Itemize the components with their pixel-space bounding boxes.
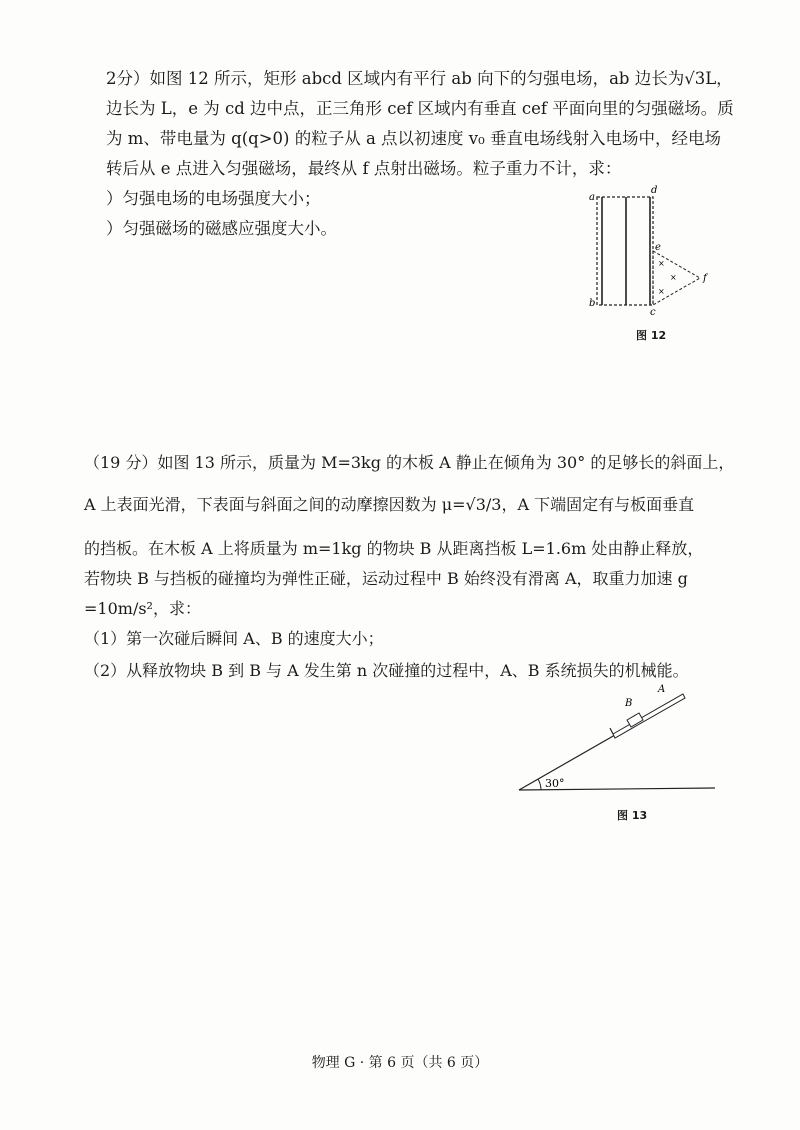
figure-12 <box>580 180 720 320</box>
q18-line-3: 为 m、带电量为 q(q>0) 的粒子从 a 点以初速度 v₀ 垂直电场线射入电场中，经电场 <box>106 129 721 148</box>
q19-line-2: A 上表面光滑，下表面与斜面之间的动摩擦因数为 μ=√3/3，A 下端固定有与板面垂直 <box>84 495 695 514</box>
label-d: d <box>651 185 658 196</box>
figure-13 <box>515 680 725 800</box>
label-A: A <box>658 684 666 695</box>
q19-line-5: =10m/s²，求： <box>84 599 201 618</box>
stopper <box>610 728 613 734</box>
rectangle-abcd <box>597 197 653 305</box>
q19-part-1: （1）第一次碰后瞬间 A、B 的速度大小； <box>84 629 384 648</box>
field-into-page-mark: × <box>670 273 677 282</box>
q19-line-1: （19 分）如图 13 所示，质量为 M=3kg 的木板 A 静止在倾角为 30° 的足够长的斜面上， <box>84 453 735 472</box>
q19-line-3: 的挡板。在木板 A 上将质量为 m=1kg 的物块 B 从距离挡板 L=1.6m 处由静止释放， <box>84 539 704 558</box>
field-into-page-mark: × <box>658 287 665 296</box>
q18-part-1: ）匀强电场的电场强度大小； <box>106 189 321 208</box>
field-into-page-mark: × <box>658 259 665 268</box>
block-b <box>627 713 643 727</box>
q18-part-2: ）匀强磁场的磁感应强度大小。 <box>106 219 337 238</box>
angle-label: 30° <box>545 777 565 790</box>
board-a <box>613 694 685 738</box>
label-f: f <box>703 273 707 284</box>
page-footer: 物理 G · 第 6 页（共 6 页） <box>311 1055 489 1071</box>
label-b: b <box>589 298 596 309</box>
label-e: e <box>655 242 661 253</box>
q19-part-2: （2）从释放物块 B 到 B 与 A 发生第 n 次碰撞的过程中，A、B 系统损失的机械能。 <box>84 661 689 680</box>
figure-12-caption: 图 12 <box>636 329 667 342</box>
q18-line-2: 边长为 L，e 为 cd 边中点，正三角形 cef 区域内有垂直 cef 平面向里的匀强磁场。质 <box>106 99 734 118</box>
label-c: c <box>650 307 656 318</box>
q19-line-4: 若物块 B 与挡板的碰撞均为弹性正碰，运动过程中 B 始终没有滑离 A，取重力加速 g <box>84 569 688 588</box>
q18-line-4: 转后从 e 点进入匀强磁场，最终从 f 点射出磁场。粒子重力不计，求： <box>106 159 622 178</box>
label-B: B <box>625 698 633 709</box>
angle-arc <box>538 779 541 790</box>
q18-line-1: 2分）如图 12 所示，矩形 abcd 区域内有平行 ab 向下的匀强电场，ab 边长为√3L， <box>106 69 733 88</box>
figure-13-caption: 图 13 <box>617 809 648 822</box>
label-a: a <box>589 192 595 203</box>
